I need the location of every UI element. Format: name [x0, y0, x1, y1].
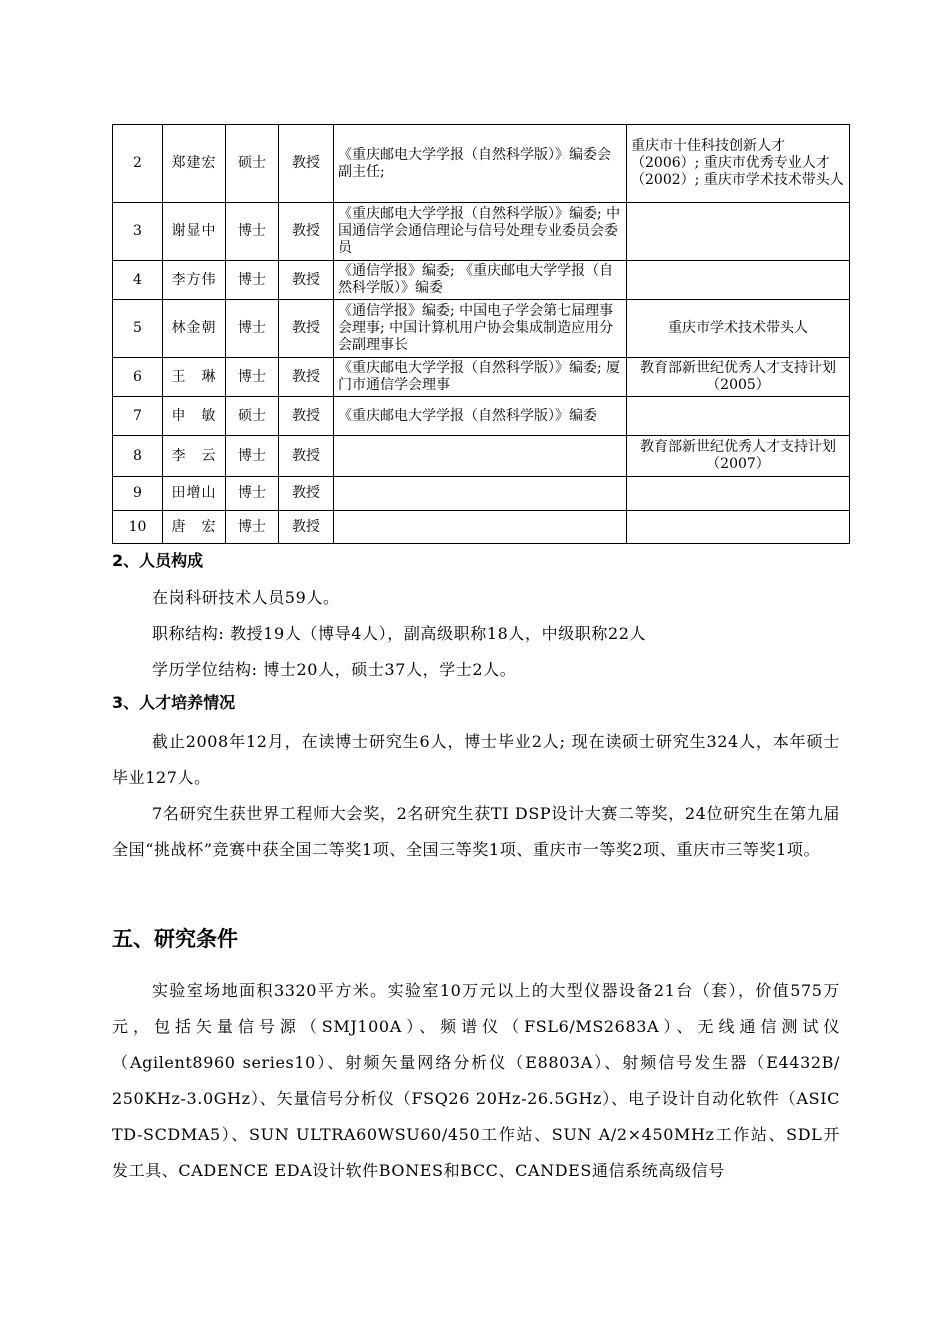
cell-name: 郑建宏 — [163, 125, 226, 203]
cell-honors — [627, 261, 850, 300]
cell-degree: 博士 — [226, 511, 279, 544]
cell-number: 6 — [113, 358, 163, 397]
section-2 — [112, 551, 840, 688]
staff-table-body — [113, 125, 850, 544]
table-row — [113, 300, 850, 358]
cell-name: 申 敏 — [163, 397, 226, 436]
cell-title: 教授 — [279, 203, 334, 261]
table-row — [113, 397, 850, 436]
cell-degree: 硕士 — [226, 397, 279, 436]
cell-number: 7 — [113, 397, 163, 436]
table-row — [113, 477, 850, 511]
cell-posts: 《重庆邮电大学学报（自然科学版）》编委 — [334, 397, 627, 436]
cell-degree: 硕士 — [226, 125, 279, 203]
cell-honors — [627, 511, 850, 544]
table-row — [113, 511, 850, 544]
cell-posts: 《通信学报》编委; 中国电子学会第七届理事会理事; 中国计算机用户协会集成制造应用分会副理事长 — [334, 300, 627, 358]
title-structure-text: 职称结构: 教授19人（博导4人），副高级职称18人，中级职称22人 — [152, 624, 647, 643]
cell-honors: 教育部新世纪优秀人才支持计划（2005） — [627, 358, 850, 397]
cell-title: 教授 — [279, 436, 334, 477]
cell-name: 李方伟 — [163, 261, 226, 300]
cell-degree: 博士 — [226, 300, 279, 358]
cell-degree: 博士 — [226, 358, 279, 397]
cell-name: 王 琳 — [163, 358, 226, 397]
cell-title: 教授 — [279, 300, 334, 358]
cell-posts: 《重庆邮电大学学报（自然科学版）》编委会副主任; — [334, 125, 627, 203]
staff-table — [112, 124, 850, 544]
staff-total-text: 在岗科研技术人员59人。 — [152, 588, 340, 607]
cell-number: 3 — [113, 203, 163, 261]
cell-honors — [627, 203, 850, 261]
cell-name: 唐 宏 — [163, 511, 226, 544]
section-5 — [112, 925, 840, 1189]
cell-honors — [627, 397, 850, 436]
student-awards-text: 7名研究生获世界工程师大会奖，2名研究生获TI DSP设计大赛二等奖，24位研究生在第九届全国“挑战杯”竞赛中获全国二等奖1项、全国三等奖1项、重庆市一等奖2项、重庆市三等奖1项。 — [112, 804, 840, 859]
cell-degree: 博士 — [226, 436, 279, 477]
cell-title: 教授 — [279, 358, 334, 397]
cell-title: 教授 — [279, 125, 334, 203]
cell-number: 2 — [113, 125, 163, 203]
cell-number: 10 — [113, 511, 163, 544]
cell-number: 9 — [113, 477, 163, 511]
cell-number: 8 — [113, 436, 163, 477]
table-row — [113, 261, 850, 300]
research-conditions-text: 实验室场地面积3320平方米。实验室10万元以上的大型仪器设备21台（套），价值575万元，包括矢量信号源（SMJ100A）、频谱仪（FSL6/MS2683A）、无线通信测试仪（Agilent8960 series10）、射频矢量网络分析仪（E8803A）、射频信号发生器（E4432B/ 250KHz-3.0GHz）、矢量信号分析仪（FSQ26 20Hz-26.5GHz）、电子设计自动化软件（ASIC TD-SCDMA5）、SUN ULTRA60WSU60/450工作站、SUN A/2×450MHz工作站、SDL开发工具、CADENCE EDA设计软件BONES和BCC、CANDES通信系统高级信号 — [112, 981, 840, 1180]
cell-title: 教授 — [279, 511, 334, 544]
cell-name: 林金朝 — [163, 300, 226, 358]
cell-posts: 《重庆邮电大学学报（自然科学版）》编委; 中国通信学会通信理论与信号处理专业委员会委员 — [334, 203, 627, 261]
cell-title: 教授 — [279, 261, 334, 300]
table-row — [113, 358, 850, 397]
section-3-heading: 3、人才培养情况 — [112, 693, 236, 712]
cell-honors: 重庆市学术技术带头人 — [627, 300, 850, 358]
cell-honors: 教育部新世纪优秀人才支持计划（2007） — [627, 436, 850, 477]
cell-posts: 《通信学报》编委; 《重庆邮电大学学报（自然科学版）》编委 — [334, 261, 627, 300]
student-count-text: 截止2008年12月，在读博士研究生6人，博士毕业2人; 现在读硕士研究生324人，本年硕士毕业127人。 — [112, 732, 840, 787]
cell-number: 4 — [113, 261, 163, 300]
cell-posts — [334, 477, 627, 511]
cell-name: 谢显中 — [163, 203, 226, 261]
cell-posts — [334, 511, 627, 544]
degree-structure-text: 学历学位结构: 博士20人，硕士37人，学士2人。 — [152, 660, 517, 679]
cell-name: 田增山 — [163, 477, 226, 511]
cell-posts: 《重庆邮电大学学报（自然科学版）》编委; 厦门市通信学会理事 — [334, 358, 627, 397]
cell-number: 5 — [113, 300, 163, 358]
table-row — [113, 436, 850, 477]
cell-title: 教授 — [279, 477, 334, 511]
cell-name: 李 云 — [163, 436, 226, 477]
cell-posts — [334, 436, 627, 477]
cell-degree: 博士 — [226, 477, 279, 511]
section-5-heading: 五、研究条件 — [112, 927, 238, 951]
table-row — [113, 203, 850, 261]
cell-title: 教授 — [279, 397, 334, 436]
cell-honors: 重庆市十佳科技创新人才（2006）; 重庆市优秀专业人才（2002）; 重庆市学术技术带头人 — [627, 125, 850, 203]
table-row — [113, 125, 850, 203]
section-2-heading: 2、人员构成 — [112, 551, 204, 570]
cell-degree: 博士 — [226, 203, 279, 261]
cell-degree: 博士 — [226, 261, 279, 300]
section-3 — [112, 693, 840, 868]
cell-honors — [627, 477, 850, 511]
